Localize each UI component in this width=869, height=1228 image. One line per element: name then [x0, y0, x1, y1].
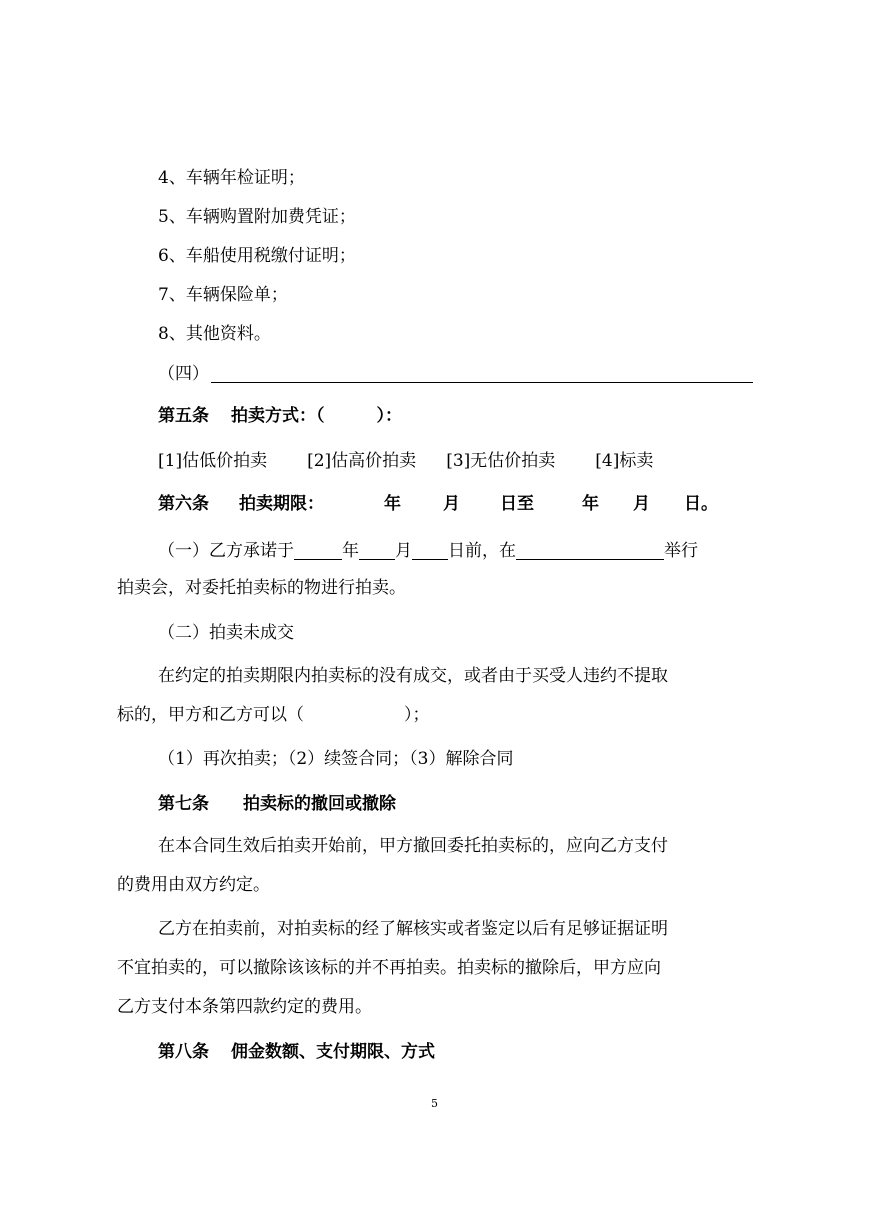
- list-item: 4、车辆年检证明；: [158, 168, 305, 188]
- blank-line: [412, 542, 448, 560]
- paragraph-line: 标的，甲方和乙方可以（ ）；: [117, 705, 430, 725]
- article-close: ）：: [376, 406, 402, 426]
- list-item: 7、车辆保险单；: [158, 285, 288, 305]
- page-number: 5: [431, 1097, 438, 1110]
- paragraph-line: 在本合同生效后拍卖开始前，甲方撤回委托拍卖标的，应向乙方支付: [158, 836, 668, 856]
- paragraph-line: 乙方在拍卖前，对拍卖标的经了解核实或者鉴定以后有足够证据证明: [158, 919, 668, 939]
- blank-line: [516, 542, 664, 560]
- article-label: 拍卖期限：: [239, 494, 324, 514]
- item-four-label: （四）: [158, 364, 209, 384]
- article-heading: 第八条: [158, 1042, 209, 1062]
- article-title: 拍卖标的撤回或撤除: [243, 794, 396, 814]
- blank-line: [359, 542, 395, 560]
- list-item: 8、其他资料。: [158, 324, 271, 344]
- list-item: 6、车船使用税缴付证明；: [158, 246, 356, 266]
- article-7: [158, 796, 396, 813]
- article-heading: 第五条: [158, 406, 209, 426]
- article-heading: 第六条: [158, 494, 209, 514]
- article-title: 佣金数额、支付期限、方式: [231, 1042, 435, 1062]
- paragraph-line: 在约定的拍卖期限内拍卖标的没有成交，或者由于买受人违约不提取: [158, 666, 668, 686]
- clause-2-title: （二）拍卖未成交: [158, 623, 294, 643]
- article-6: 第六条 拍卖期限： 年 月 日至 年 月 日。: [158, 494, 718, 514]
- article-heading: 第七条: [158, 794, 209, 814]
- list-item: 5、车辆购置附加费凭证；: [158, 207, 356, 227]
- paragraph-line: 乙方支付本条第四款约定的费用。: [117, 997, 372, 1017]
- blank-line: [211, 365, 753, 383]
- paragraph-line: 不宜拍卖的，可以撤除该该标的并不再拍卖。拍卖标的撤除后，甲方应向: [117, 958, 661, 978]
- article-8: [158, 1044, 435, 1061]
- option: [4]标卖: [595, 451, 654, 471]
- option: [3]无估价拍卖: [446, 451, 556, 471]
- clause-1-line-2: 拍卖会，对委托拍卖标的物进行拍卖。: [117, 578, 406, 598]
- auction-options: [158, 453, 653, 470]
- clause-1: （一）乙方承诺于 年 月 日前，在 举行: [158, 541, 698, 561]
- paragraph-line: 的费用由双方约定。: [117, 875, 270, 895]
- option: [1]估低价拍卖: [158, 451, 268, 471]
- article-label: 拍卖方式：（: [231, 406, 325, 426]
- article-5: [158, 408, 402, 425]
- blank-line: [294, 542, 342, 560]
- clause-2-options: （1）再次拍卖；（2）续签合同；（3）解除合同: [158, 749, 514, 769]
- item-four: [158, 365, 753, 383]
- option: [2]估高价拍卖: [307, 451, 417, 471]
